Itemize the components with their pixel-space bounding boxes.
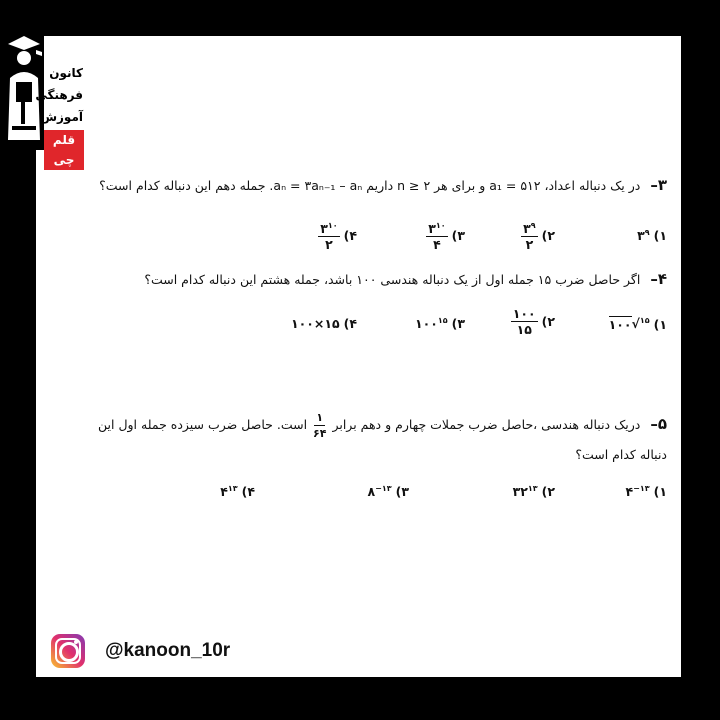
option-label: ۳) <box>451 227 465 243</box>
option-5-1[interactable] <box>626 484 667 499</box>
option-4-3[interactable] <box>415 316 465 331</box>
option-label: ۱) <box>653 228 667 244</box>
question-number: ۳– <box>650 176 667 194</box>
worksheet-page <box>36 36 681 677</box>
option-label: ۱) <box>653 316 667 332</box>
social-footer <box>51 634 230 668</box>
question-3 <box>67 176 667 194</box>
question-4 <box>67 270 667 288</box>
option-value: $۳^۹$ <box>637 228 650 244</box>
option-label: ۴) <box>343 316 357 331</box>
question-5 <box>67 410 667 469</box>
option-4-2[interactable] <box>511 306 555 337</box>
option-label: ۱) <box>653 484 667 500</box>
option-label: ۳) <box>395 484 409 500</box>
option-label: ۴) <box>343 227 357 243</box>
option-label: ۲) <box>541 314 555 329</box>
question-text: اگر حاصل ضرب ۱۵ جمله اول از یک دنباله هندسی ۱۰۰ باشد، جمله هشتم این دنباله کدام است؟ <box>144 272 641 287</box>
option-value: $۳۲^{۱۳}$ <box>512 484 538 500</box>
question-number: ۴– <box>650 270 667 288</box>
kanoon-logo <box>0 26 84 167</box>
option-fraction: $\frac{۳^{۱۰}}{۲}$ <box>318 218 339 252</box>
option-5-2[interactable] <box>513 484 555 499</box>
option-4-4[interactable] <box>291 316 357 331</box>
logo-word-2: فرهنگی <box>35 88 83 102</box>
option-value: $۱۰۰^{۱۵}$ <box>414 316 448 332</box>
option-root: ۱۵ √ ۱۰۰ <box>608 316 650 332</box>
option-label: ۲) <box>541 227 555 243</box>
instagram-handle[interactable]: @kanoon_10r <box>105 640 231 661</box>
option-5-3[interactable] <box>368 484 409 499</box>
question-text-before: دریک دنباله هندسی ،حاصل ضرب جملات چهارم و دهم برابر <box>332 417 641 432</box>
option-value: $۸^{-۱۳}$ <box>367 484 392 500</box>
question-number: ۵– <box>650 415 667 433</box>
option-fraction: $\frac{۳^۹}{۲}$ <box>521 218 538 252</box>
instagram-icon[interactable] <box>51 634 85 668</box>
option-4-1[interactable] <box>609 316 667 332</box>
option-value: $۴^{-۱۳}$ <box>625 484 650 500</box>
option-label: ۳) <box>451 316 465 332</box>
logo-wordmark <box>35 62 84 170</box>
question-text-after: است. حاصل ضرب سیزده جمله اول این دنباله کدام است؟ <box>98 417 667 462</box>
option-label: ۴) <box>241 484 255 500</box>
question-fraction: $\frac{۱}{۶۴}$ <box>313 411 327 440</box>
option-3-3[interactable] <box>426 218 465 252</box>
option-3-2[interactable] <box>521 218 555 252</box>
logo-brand: قلم چی <box>44 130 84 170</box>
option-5-4[interactable] <box>220 484 255 499</box>
option-fraction: $\frac{۳^{۱۰}}{۴}$ <box>426 218 447 252</box>
logo-word-1: کانون <box>49 66 83 80</box>
option-3-4[interactable] <box>318 218 357 252</box>
option-3-1[interactable] <box>637 228 667 243</box>
logo-word-3: آموزش <box>40 110 83 124</box>
option-value: ۱۵×۱۰۰ <box>291 316 340 331</box>
question-text: در یک دنباله اعداد، a₁ = ۵۱۲ و برای هر n ≥ ۲ داریم aₙ = ۳aₙ₋₁ – aₙ. جمله دهم این دنباله کدام است؟ <box>99 178 641 193</box>
option-fraction: $\frac{۱۰۰}{۱۵}$ <box>512 306 536 337</box>
option-label: ۲) <box>541 484 555 500</box>
option-value: $۴^{۱۳}$ <box>220 484 238 500</box>
